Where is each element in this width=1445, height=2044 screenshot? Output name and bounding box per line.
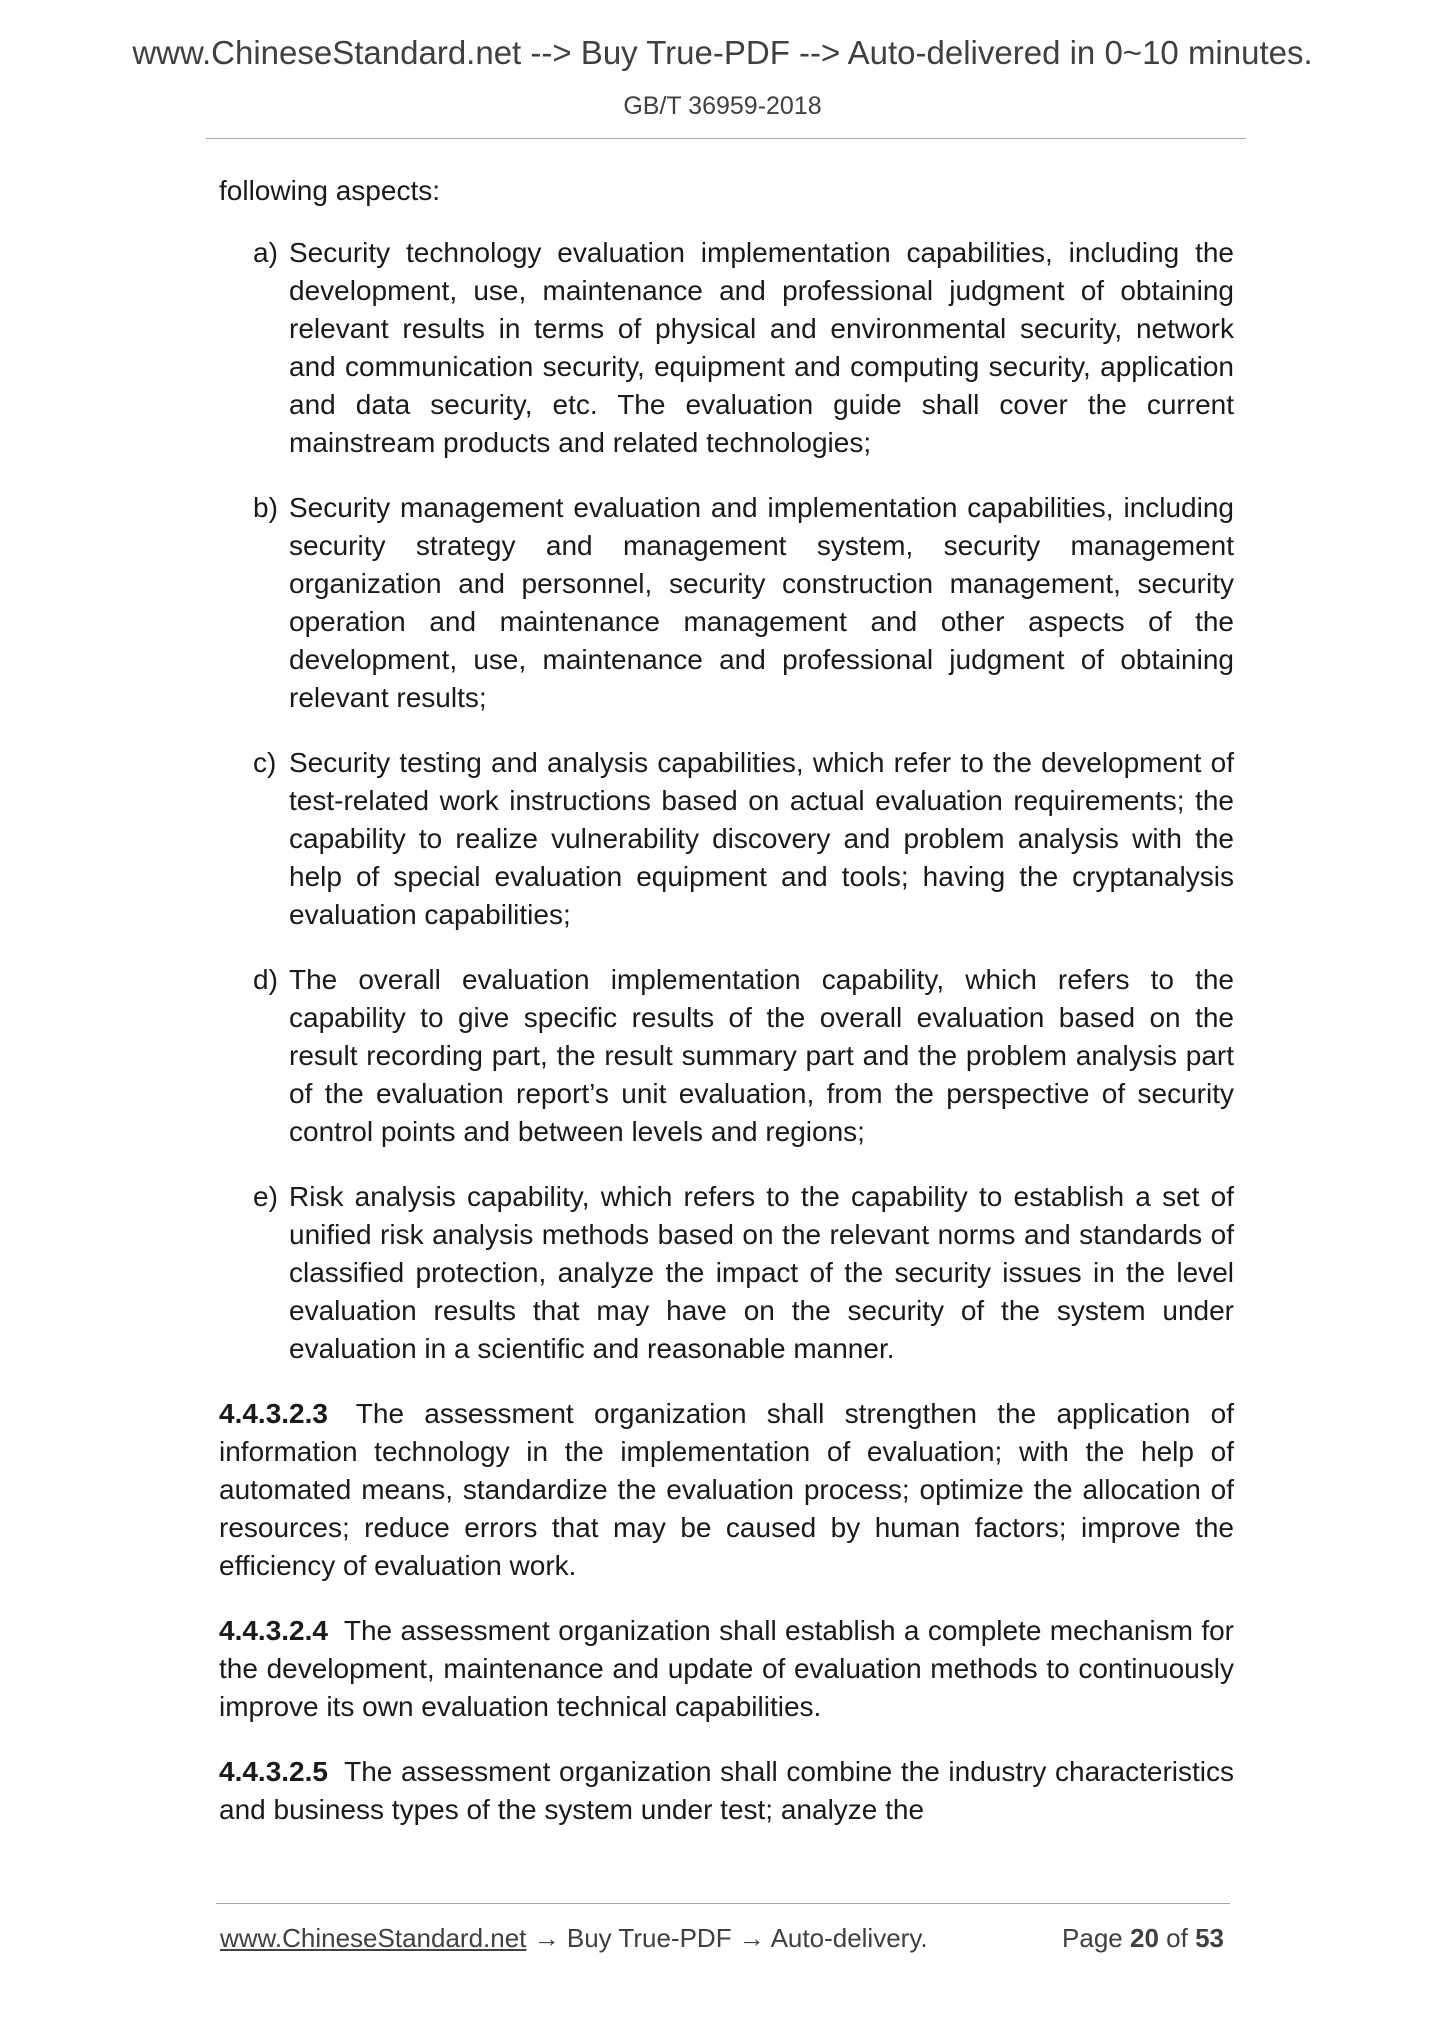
list-marker: d) <box>253 964 278 995</box>
list-item <box>219 961 1234 1151</box>
list-item <box>219 744 1234 934</box>
clause-number: 4.4.3.2.4 <box>219 1615 328 1646</box>
list-marker: a) <box>253 237 278 268</box>
clause-paragraph <box>219 1612 1234 1726</box>
list-marker: b) <box>253 492 278 523</box>
page-number <box>1062 1923 1224 1954</box>
page-label: Page <box>1062 1923 1123 1953</box>
page-current: 20 <box>1130 1923 1159 1953</box>
page-of: of <box>1166 1923 1188 1953</box>
top-banner: www.ChineseStandard.net --> Buy True-PDF --> Auto-delivered in 0~10 minutes. <box>132 34 1313 71</box>
clause-text: The assessment organization shall establish a complete mechanism for the development, maintenance and update of evaluation methods to continuously improve its own evaluation technical capabilities. <box>219 1615 1234 1722</box>
clause-paragraph <box>219 1395 1234 1585</box>
clause-text: The assessment organization shall combine the industry characteristics and business types of the system under test; analyze the <box>219 1756 1234 1825</box>
page-content <box>219 172 1234 1856</box>
list-item <box>219 489 1234 717</box>
list-item-text: Risk analysis capability, which refers to the capability to establish a set of unified risk analysis methods based on the relevant norms and standards of classified protection, analyze the impact of the security issues in the level evaluation results that may have on the security of the system under evaluation in a scientific and reasonable manner. <box>289 1181 1234 1364</box>
document-code: GB/T 36959-2018 <box>623 92 822 120</box>
footer-divider <box>216 1903 1230 1904</box>
list-marker: e) <box>253 1181 278 1212</box>
footer-tagline: → Buy True-PDF → Auto-delivery. <box>533 1923 928 1953</box>
list-item <box>219 1178 1234 1368</box>
clause-paragraph <box>219 1753 1234 1829</box>
list-item-text: Security technology evaluation implementation capabilities, including the development, use, maintenance and professional judgment of obtaining relevant results in terms of physical and environmental security, network and communication security, equipment and computing security, application and data security, etc. The evaluation guide shall cover the current mainstream products and related technologies; <box>289 237 1234 458</box>
list-marker: c) <box>253 747 277 778</box>
clause-number: 4.4.3.2.5 <box>219 1756 328 1787</box>
header-divider <box>206 138 1246 139</box>
page-total: 53 <box>1195 1923 1224 1953</box>
footer-website-link[interactable]: www.ChineseStandard.net <box>220 1923 527 1953</box>
intro-text: following aspects: <box>219 175 441 206</box>
page-footer <box>220 1923 1230 1954</box>
list-item <box>219 234 1234 462</box>
clause-number: 4.4.3.2.3 <box>219 1398 328 1429</box>
list-item-text: The overall evaluation implementation capability, which refers to the capability to give specific results of the overall evaluation based on the result recording part, the result summary part and the problem analysis part of the evaluation report’s unit evaluation, from the perspective of security control points and between levels and regions; <box>289 964 1234 1147</box>
list-item-text: Security management evaluation and implementation capabilities, including security strategy and management system, security management organization and personnel, security construction management, security operation and maintenance management and other aspects of the development, use, maintenance and professional judgment of obtaining relevant results; <box>289 492 1234 713</box>
clause-text: The assessment organization shall strengthen the application of information technology in the implementation of evaluation; with the help of automated means, standardize the evaluation process; optimize the allocation of resources; reduce errors that may be caused by human factors; improve the efficiency of evaluation work. <box>219 1398 1234 1581</box>
list-item-text: Security testing and analysis capabilities, which refer to the development of test-related work instructions based on actual evaluation requirements; the capability to realize vulnerability discovery and problem analysis with the help of special evaluation equipment and tools; having the cryptanalysis evaluation capabilities; <box>289 747 1234 930</box>
